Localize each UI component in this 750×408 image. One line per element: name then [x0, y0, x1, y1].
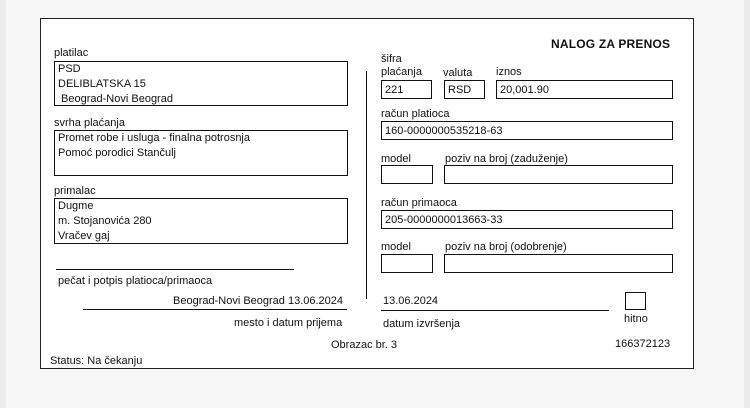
- recipient-account-field[interactable]: 205-0000000013663-33: [381, 210, 673, 229]
- form-number: Obrazac br. 3: [331, 339, 398, 351]
- form-title: NALOG ZA PRENOS: [551, 37, 671, 51]
- execution-date-label: datum izvršenja: [383, 318, 461, 330]
- reference-debit-field[interactable]: [444, 165, 673, 184]
- recipient-line2: m. Stojanovića 280: [58, 215, 152, 227]
- payer-account-field[interactable]: 160-0000000535218-63: [381, 121, 673, 140]
- place-date-line: [83, 309, 347, 310]
- place-date-value: Beograd-Novi Beograd 13.06.2024: [173, 295, 344, 307]
- code-field[interactable]: 221: [381, 80, 432, 99]
- recipient-box: [54, 198, 348, 244]
- column-divider: [366, 71, 367, 299]
- page: [6, 0, 744, 408]
- purpose-box: [54, 130, 348, 176]
- purpose-label: svrha plaćanja: [54, 117, 125, 129]
- urgent-label: hitno: [624, 313, 648, 325]
- recipient-account-label: račun primaoca: [381, 197, 457, 209]
- reference-number: 166372123: [615, 338, 671, 350]
- code-label-line1: šifra: [381, 53, 402, 65]
- stamp-label: pečat i potpis platioca/primaoca: [58, 275, 213, 287]
- model-debit-label: model: [381, 153, 411, 165]
- purpose-line2: Pomoć porodici Stančulj: [58, 147, 177, 159]
- payer-line3: Beograd-Novi Beograd: [58, 93, 173, 105]
- recipient-line1: Dugme: [58, 200, 94, 212]
- payer-line2: DELIBLATSKA 15: [58, 78, 146, 90]
- reference-debit-label: poziv na broj (zaduženje): [445, 153, 568, 165]
- model-credit-label: model: [381, 241, 411, 253]
- payer-line1: PSD: [58, 63, 81, 75]
- payer-label: platilac: [54, 47, 89, 59]
- reference-credit-field[interactable]: [444, 254, 673, 273]
- code-label-line2: plaćanja: [381, 66, 422, 78]
- execution-date-value: 13.06.2024: [383, 295, 439, 307]
- status-text: Status: Na čekanju: [50, 355, 143, 367]
- purpose-line1: Promet robe i usluga - finalna potrosnja: [58, 132, 250, 144]
- recipient-label: primalac: [54, 185, 96, 197]
- signature-line: [56, 269, 294, 270]
- payer-box: [54, 61, 348, 106]
- execution-date-line: [381, 310, 609, 311]
- model-debit-field[interactable]: [381, 165, 433, 184]
- urgent-checkbox[interactable]: [625, 292, 646, 310]
- recipient-line3: Vračev gaj: [58, 230, 110, 242]
- currency-label: valuta: [443, 67, 473, 79]
- payer-account-label: račun platioca: [381, 108, 450, 120]
- place-date-label: mesto i datum prijema: [234, 317, 343, 329]
- payment-order-form: [40, 18, 694, 369]
- reference-credit-label: poziv na broj (odobrenje): [445, 241, 567, 253]
- currency-field[interactable]: RSD: [444, 80, 485, 99]
- amount-field[interactable]: 20,001.90: [496, 80, 673, 99]
- model-credit-field[interactable]: [381, 254, 433, 273]
- amount-label: iznos: [496, 66, 522, 78]
